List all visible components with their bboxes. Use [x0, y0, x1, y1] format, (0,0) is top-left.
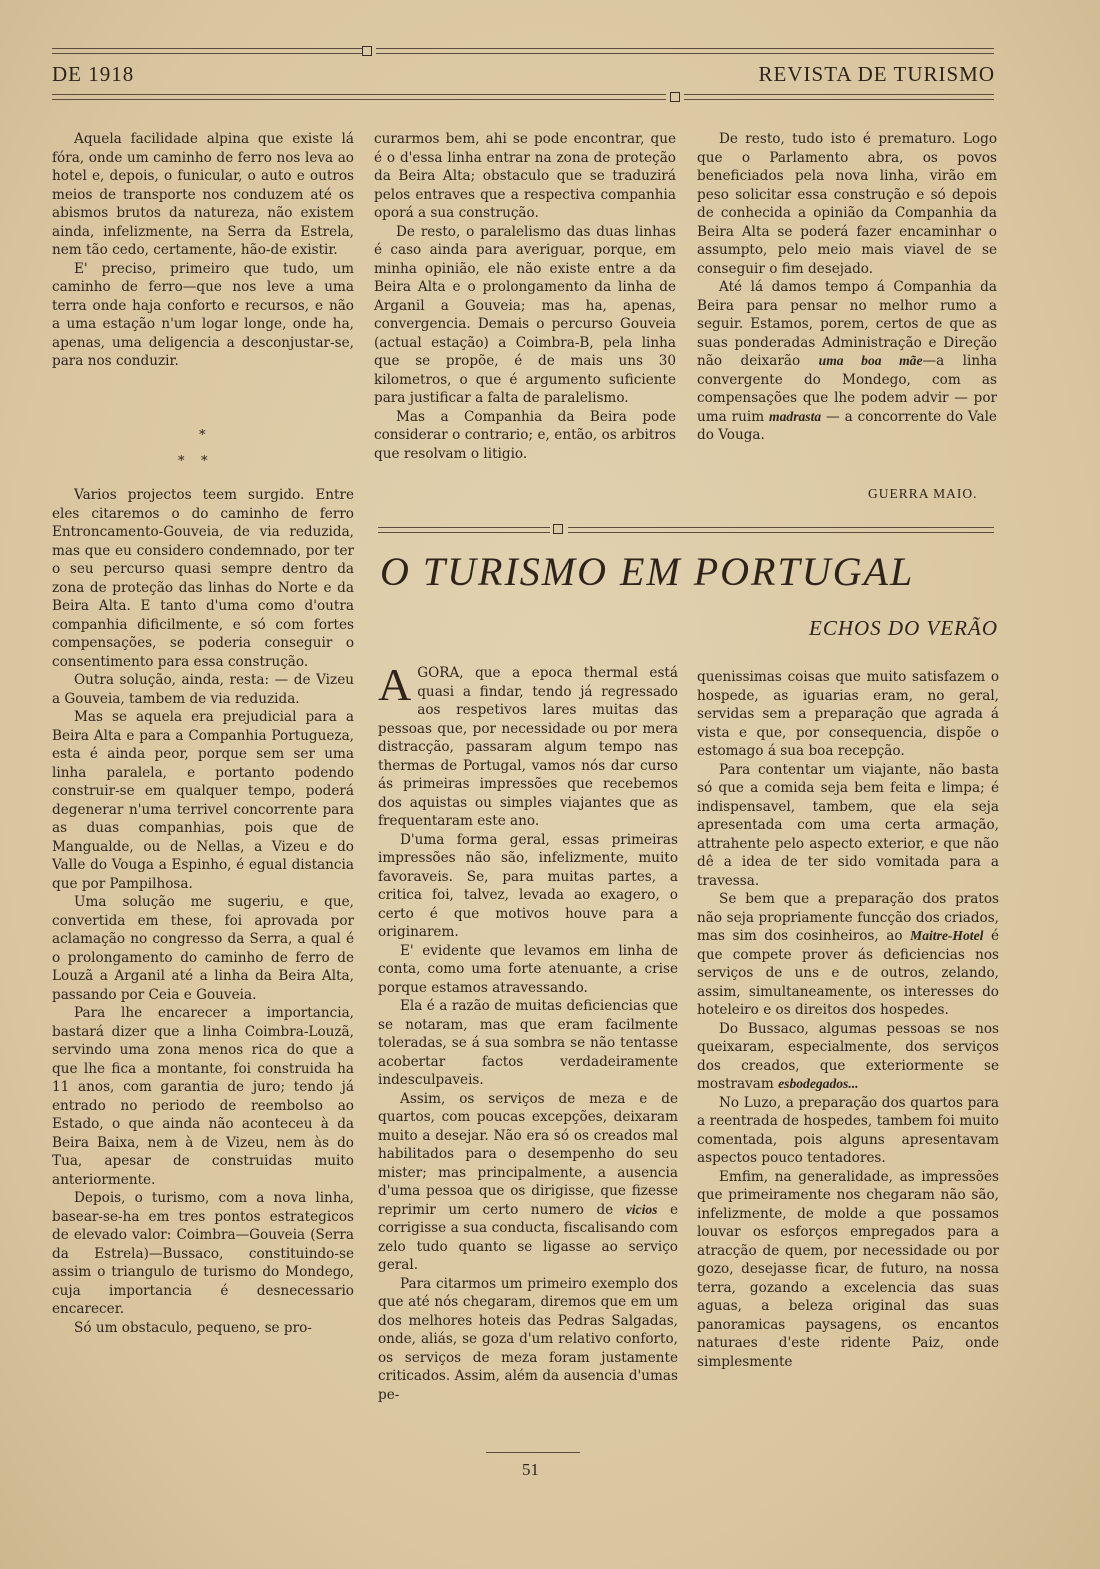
drop-cap: A [378, 659, 412, 710]
paragraph: De resto, o paralelismo das duas linhas é caso ainda para averiguar, porque, em minha opinião, ele não existe entre a da Beira Alta e o prolongamento da linha de Arganil a Gouveia; mas ha, apenas, convergencia. Demais o percurso Gouveia (actual estação) a Coimbra-B, pela linha que se propõe, é de mais uns 30 kilometros, o que é argumento suficiente para justificar a falta de paralelismo. [374, 223, 676, 406]
header-top-rule-right [376, 48, 994, 54]
paragraph: No Luzo, a preparação dos quartos para a reentrada de hospedes, tambem foi muito comentada, pois alguns apresentavam aspectos pouco tentadores. [697, 1094, 999, 1166]
text-run: Do Bussaco, algumas pessoas se nos queixaram, especialmente, dos serviços dos creados, que exteriormente se mostravam [697, 1020, 999, 1092]
article-divider-left [378, 527, 550, 533]
paragraph: Para citarmos um primeiro exemplo dos que até nós chegaram, diremos que em um dos melhores hoteis das Pedras Salgadas, onde, aliás, se goza d'um relativo conforto, os serviços de meza foram justamente criticados. Assim, além da ausencia d'umas pe- [378, 1275, 678, 1403]
article1-column3 [697, 130, 997, 445]
paragraph: Emfim, na generalidade, as impressões que primeiramente nos chegaram não são, infelizmente, de molde a que possamos louvar os esforços empregados para a atracção de quem, por necessidade ou por gozo, desejasse ficar, de futuro, na nossa terra, gozando a excelencia das suas aguas, a beleza original das suas panoramicas paysagens, os encantos naturaes d'este ridente Paiz, onde simplesmente [697, 1168, 999, 1370]
article2-title: O TURISMO EM PORTUGAL [380, 549, 915, 594]
article-divider-right [568, 527, 994, 533]
paragraph: Ela é a razão de muitas deficiencias que se notaram, mas que eram facilmente toleradas, se á sua sombra se não tentasse acobertar factos verdadeiramente indesculpaveis. [378, 998, 678, 1088]
text-run: e corrigisse a sua conducta, fiscalisando com zelo tudo quanto se ligasse ao serviço geral. [378, 1201, 678, 1273]
text-run: é que compete prover ás deficiencias nos serviços de uns e de outros, zelando, assim, simultaneamente, os interesses do hoteleiro e os direitos dos hospedes. [697, 928, 999, 1018]
paragraph: quenissimas coisas que muito satisfazem o hospede, as iguarias eram, no geral, servidas sem a preparação que agrada á vista e que, por consequencia, dispõe o estomago á sua boa recepção. [697, 669, 999, 759]
header-date: DE 1918 [52, 62, 135, 86]
paragraph [378, 1090, 678, 1275]
paragraph: Aquela facilidade alpina que existe lá fóra, onde um caminho de ferro nos leva ao hotel e, depois, o funicular, o auto e outros meios de transporte nos conduzem até os abismos brutos da natureza, não existem ainda, infelizmente, na Serra da Estrela, nem tão cedo, certamente, hão-de existir. [52, 131, 354, 258]
emphasis: esbodegados... [778, 1076, 859, 1091]
page-number: 51 [522, 1460, 539, 1479]
text-run: —a linha convergente do Mondego, com as compensações que lhe podem advir — por uma ruim [697, 353, 997, 425]
section-asterism-bottom: * * [178, 454, 208, 469]
paragraph [697, 1020, 999, 1094]
article2-column2 [697, 668, 999, 1371]
header-top-rule-left [52, 48, 362, 54]
header-ornament-box [362, 46, 372, 56]
paragraph: Só um obstaculo, pequeno, se pro- [74, 1319, 312, 1336]
article-divider-ornament [553, 524, 563, 534]
header-bottom-rule-right [684, 94, 994, 100]
page-number-rule [486, 1452, 580, 1453]
header-ornament-box-2 [670, 92, 680, 102]
paragraph: curarmos bem, ahi se pode encontrar, que é o d'essa linha entrar na zona de proteção da Beira Alta; obstaculo que se traduzirá pelos entraves que a respectiva companhia oporá a sua construção. [374, 131, 676, 221]
paragraph: E' preciso, primeiro que tudo, um caminho de ferro—que nos leve a uma terra onde haja conforto e recursos, e não a uma estação n'um logar longe, onde ha, apenas, uma deligencia a desconjustar-se, para nos conduzir. [52, 260, 354, 369]
emphasis: uma boa mãe [818, 353, 923, 368]
text-run: Até lá damos tempo á Companhia da Beira para pensar no melhor rumo a seguir. Estamos, porem, certos de que as suas ponderadas Administração e Direção não deixarão [697, 279, 997, 369]
paragraph: Mas a Companhia da Beira pode considerar o contrario; e, então, os arbitros que resolvam o litigio. [374, 408, 676, 462]
article1-column2 [374, 130, 676, 463]
article2-column1 [378, 659, 678, 1404]
emphasis: madrasta [769, 408, 822, 424]
paragraph: Mas se aquela era prejudicial para a Beira Alta e para a Companhia Portugueza, esta é ainda peor, porque sem ser uma linha paralela, e portanto podendo construir-se em qualquer tempo, poderá degenerar n'uma terrivel concorrente para as duas companhias, pois que de Mangualde, ou de Nellas, a Vizeu e do Valle do Vouga a Espinho, é egual distancia que por Pampilhosa. [52, 709, 354, 892]
paragraph: D'uma forma geral, essas primeiras impressões não são, infelizmente, muito favoraveis. Se, para muitas partes, a critica foi, talvez, levada ao exagero, o certo é que motivos houve para a originarem. [378, 831, 678, 940]
paragraph [697, 278, 997, 445]
article1-column1-bottom [52, 486, 354, 1337]
header-bottom-rule-left [52, 94, 666, 100]
article2-subtitle: ECHOS DO VERÃO [809, 616, 998, 640]
article1-column1-top [52, 130, 354, 371]
paragraph: De resto, tudo isto é prematuro. Logo que o Parlamento abra, os povos beneficiados pela nova linha, virão em peso solicitar essa construção e só depois de conhecida a opinião da Companhia da Beira Alta se poderá fazer encaminhar o assumpto, pelo meio mais viavel de se conseguir o fim desejado. [697, 131, 997, 277]
text-run: GORA, que a epoca thermal está quasi a findar, tendo já regressado aos respetivos lares muitas das pessoas que, por necessidade ou por mera distracção, passaram algum tempo nas thermas de Portugal, vamos nós dar curso ás primeiras impressões que recebemos dos aquistas ou simples viajantes que as frequentaram este ano. [378, 665, 678, 829]
paragraph: Para contentar um viajante, não basta só que a comida seja bem feita e limpa; é indispensavel, tambem, que ela seja apresentada com uma certa armação, attrahente pelo aspecto exterior, e que não dê a idea de ter sido vomitada para a travessa. [697, 761, 999, 889]
section-asterism-top: * [199, 428, 206, 443]
paragraph: E' evidente que levamos em linha de conta, como uma forte atenuante, a crise porque estamos atravessando. [378, 942, 678, 996]
paragraph: Varios projectos teem surgido. Entre eles citaremos o do caminho de ferro Entroncamento-Gouveia, de via reduzida, mas que eu considero condemnado, por ter o seu percurso quasi sempre dentro da zona de proteção das linhas do Norte e da Beira Alta. E tanto d'uma como d'outra companhia dificilmente, e só com fortes compensações, se poderia conseguir o consentimento para essa construção. [52, 487, 354, 670]
text-run: Se bem que a preparação dos pratos não seja propriamente funcção dos criados, mas sim dos cosinheiros, ao [697, 891, 999, 944]
paragraph [378, 659, 678, 831]
emphasis: vicios [625, 1201, 658, 1217]
text-run: Assim, os serviços de meza e de quartos, com poucas excepções, deixaram muito a desejar. Não era só os creados mal habilitados para o desempenho do seu mister; mas principalmente, a ausencia d'uma pessoa que os dirigisse, que fizesse reprimir um certo numero de [378, 1090, 678, 1218]
paragraph: Outra solução, ainda, resta: — de Vizeu a Gouveia, tambem de via reduzida. [52, 672, 354, 707]
paragraph: Uma solução me sugeriu, e que, convertida em these, foi aprovada por aclamação no congresso da Serra, a qual é o prolongamento do caminho de ferro de Louzã a Arganil até a linha da Beira Alta, passando por Ceia e Gouveia. [52, 894, 354, 1003]
header-publication-title: REVISTA DE TURISMO [758, 62, 995, 86]
text-run: — a concorrente do Vale do Vouga. [697, 408, 997, 443]
paragraph: Para lhe encarecer a importancia, bastará dizer que a linha Coimbra-Louzã, servindo uma zona menos rica do que a que lhe fica a montante, foi construida ha 11 anos, com garantia de juro; tendo já entrado no periodo de reembolso ao Estado, o que ainda não aconteceu à da Beira Baixa, nem à de Vizeu, nem às do Tua, apesar de construidas muito anteriormente. [52, 1005, 354, 1188]
emphasis: Maitre-Hotel [910, 928, 984, 943]
author-signature: GUERRA MAIO. [868, 486, 978, 501]
paragraph: Depois, o turismo, com a nova linha, basear-se-ha em tres pontos estrategicos de elevado valor: Coimbra—Gouveia (Serra da Estrela)—Bussaco, constituindo-se assim o triangulo de turismo do Mondego, cuja importancia é desnecessario encarecer. [52, 1190, 354, 1317]
paragraph [697, 890, 999, 1020]
